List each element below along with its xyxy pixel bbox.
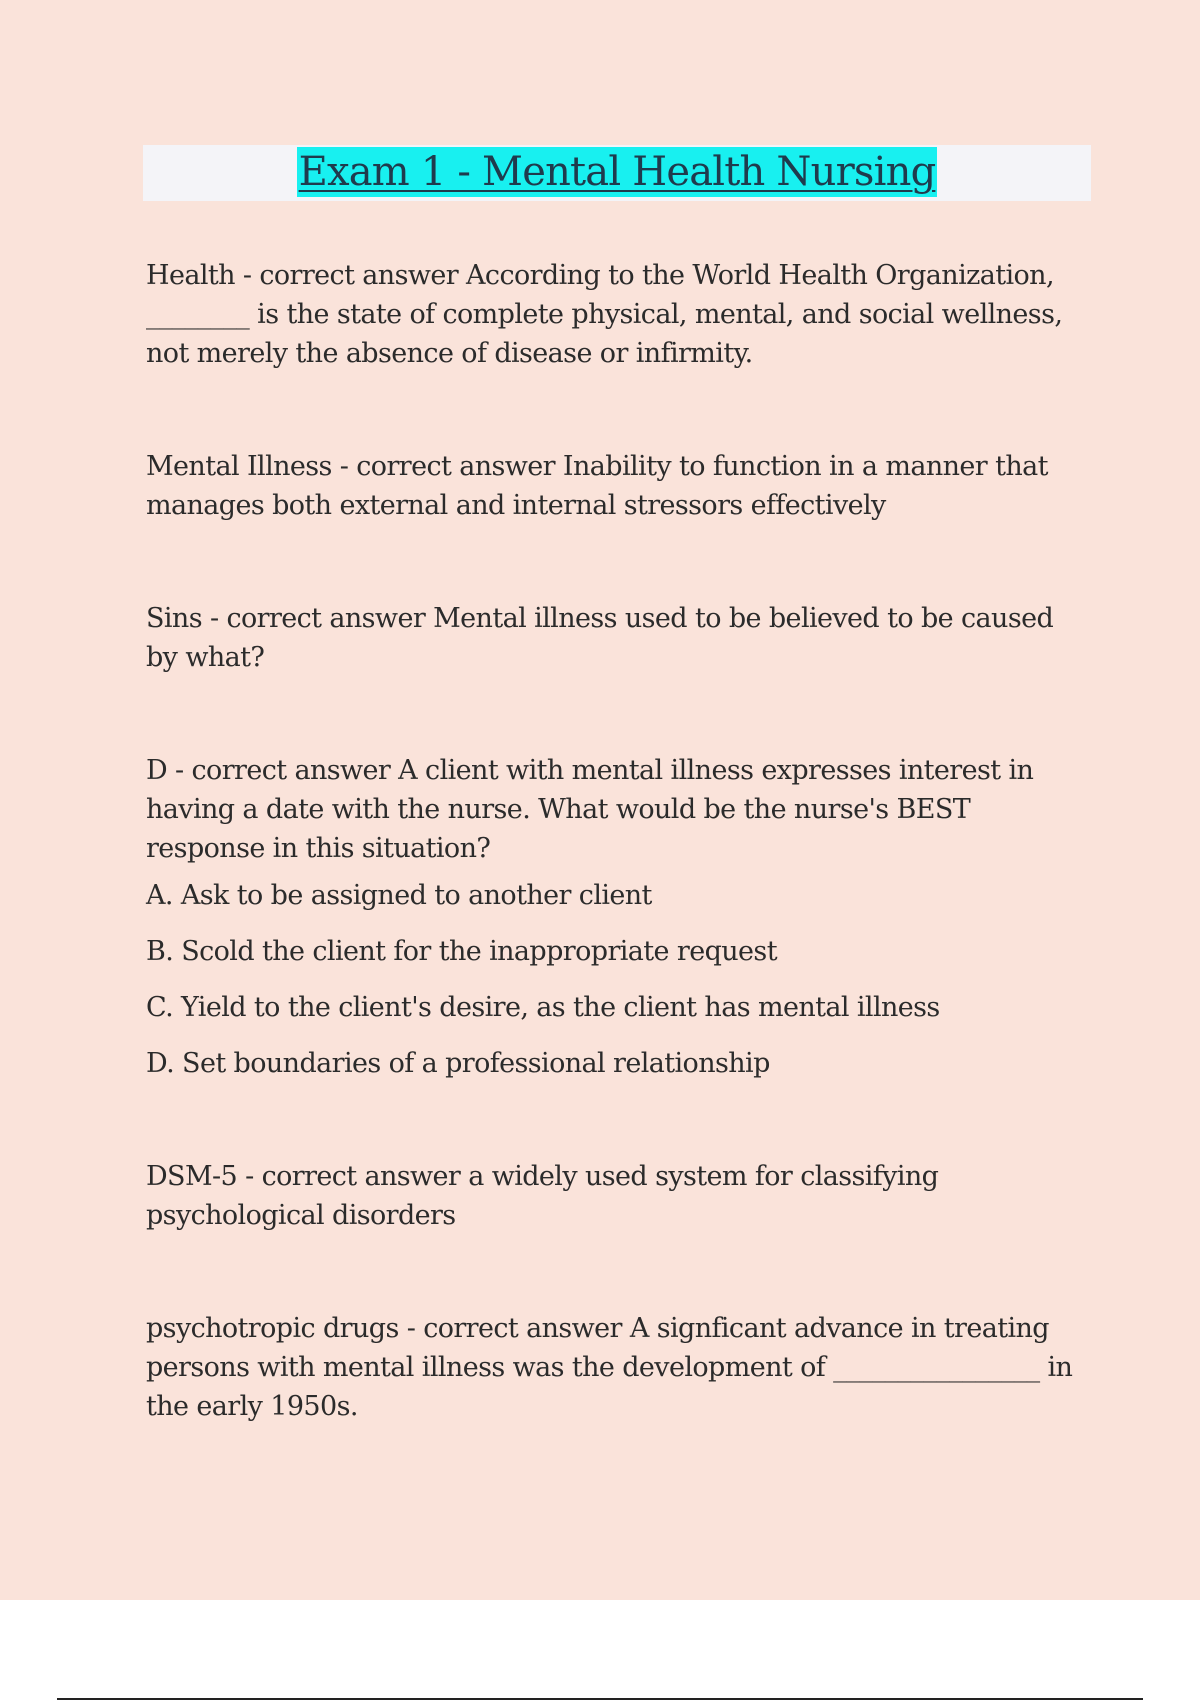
title-band [143,145,1091,201]
flashcard-psychotropic-drugs: psychotropic drugs - correct answer A signficant advance in treating persons with mental illness was the development of ________________ in the early 1950s. [146,1313,1073,1422]
document-title: Exam 1 - Mental Health Nursing [298,149,936,195]
flashcard-date-question [146,751,1086,1083]
answer-options [146,876,1086,1083]
flashcard-sins: Sins - correct answer Mental illness used to be believed to be caused by what? [146,603,1054,673]
flashcard-list [146,256,1086,1426]
flashcard-health: Health - correct answer According to the World Health Organization, ________ is the state of complete physical, mental, and social wellness, not merely the absence of disease or infirmity. [146,260,1063,369]
answer-option-b: B. Scold the client for the inappropriate request [146,936,777,967]
flashcard-mental-illness: Mental Illness - correct answer Inability to function in a manner that manages both external and internal stressors effectively [146,451,1048,521]
flashcard-dsm5: DSM-5 - correct answer a widely used system for classifying psychological disorders [146,1161,939,1231]
answer-option-a: A. Ask to be assigned to another client [146,880,652,911]
flashcard-date-question-text: D - correct answer A client with mental illness expresses interest in having a date with the nurse. What would be the nurse's BEST response in this situation? [146,755,1034,864]
answer-option-c: C. Yield to the client's desire, as the client has mental illness [146,992,940,1023]
answer-option-d: D. Set boundaries of a professional relationship [146,1048,770,1079]
